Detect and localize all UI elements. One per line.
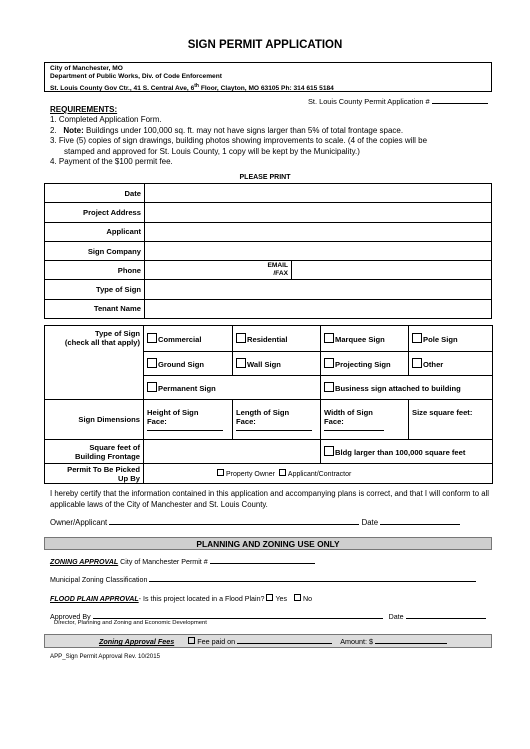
residential-checkbox[interactable] xyxy=(236,333,246,343)
property-owner-label: Property Owner xyxy=(226,471,276,478)
flood-no-checkbox[interactable] xyxy=(294,594,301,601)
county-permit-label: St. Louis County Permit Application # xyxy=(308,97,430,106)
email-fax-label: EMAIL /FAX xyxy=(267,262,288,278)
footer-revision: APP_Sign Permit Approval Rev. 10/2015 xyxy=(50,653,160,660)
certification-text: I hereby certify that the information contained in this application and accompanying plans is correct, and that I will conform to all applicable laws of the City of Manchester and St. Louis County. xyxy=(50,489,490,509)
sign-company-label: Sign Company xyxy=(45,241,145,260)
projecting-option[interactable]: Projecting Sign xyxy=(321,352,409,376)
flood-plain-label: FLOOD PLAIN APPROVAL xyxy=(50,595,139,603)
pole-checkbox[interactable] xyxy=(412,333,422,343)
requirement-3: 3. Five (5) copies of sign drawings, building photos showing improvements to scale. (4 of the copies will be stamped and approved for St. Louis County, 1 copy will be kept by the Municipality.) xyxy=(50,136,428,156)
requirements-heading: REQUIREMENTS: xyxy=(50,105,118,114)
owner-date-field[interactable] xyxy=(380,524,460,525)
pickup-options xyxy=(144,464,493,484)
city-permit-label: City of Manchester Permit # xyxy=(118,558,208,566)
business-checkbox[interactable] xyxy=(324,382,334,392)
length-field[interactable]: Length of Sign Face: xyxy=(233,400,321,440)
permanent-checkbox[interactable] xyxy=(147,382,157,392)
property-owner-checkbox[interactable] xyxy=(217,469,224,476)
project-address-field[interactable] xyxy=(145,203,492,222)
wall-option[interactable]: Wall Sign xyxy=(233,352,321,376)
frontage-label: Square feet of Building Frontage xyxy=(45,440,144,464)
amount-label: Amount: $ xyxy=(340,637,373,646)
commercial-option[interactable]: Commercial xyxy=(144,326,233,352)
applicant-field[interactable] xyxy=(145,222,492,241)
frontage-field[interactable] xyxy=(144,440,321,464)
approved-by-field[interactable] xyxy=(93,618,383,619)
size-sqft-field[interactable]: Size square feet: xyxy=(409,400,493,440)
applicant-contractor-checkbox[interactable] xyxy=(279,469,286,476)
zoning-approval-label: ZONING APPROVAL xyxy=(50,558,119,566)
approval-date-field[interactable] xyxy=(406,618,486,619)
approved-by-label: Approved By xyxy=(50,613,91,621)
tenant-name-label: Tenant Name xyxy=(45,299,145,318)
width-field[interactable]: Width of Sign Face: xyxy=(321,400,409,440)
applicant-label: Applicant xyxy=(45,222,145,241)
business-option[interactable]: Business sign attached to building xyxy=(321,376,493,400)
fee-paid-label: Fee paid on xyxy=(197,637,236,646)
email-fax-field[interactable] xyxy=(292,261,492,280)
other-checkbox[interactable] xyxy=(412,358,422,368)
address-line-1: City of Manchester, MO xyxy=(50,65,123,72)
permanent-option[interactable]: Permanent Sign xyxy=(144,376,321,400)
commercial-checkbox[interactable] xyxy=(147,333,157,343)
project-address-label: Project Address xyxy=(45,203,145,222)
owner-field[interactable] xyxy=(109,524,359,525)
flood-yes-checkbox[interactable] xyxy=(266,594,273,601)
zoning-class-row xyxy=(50,576,476,584)
residential-option[interactable]: Residential xyxy=(233,326,321,352)
agency-address-box xyxy=(44,62,492,92)
flood-no-label: No xyxy=(303,595,313,603)
fee-paid-field[interactable] xyxy=(237,643,332,644)
date-field[interactable] xyxy=(145,184,492,203)
requirements xyxy=(50,105,490,167)
pole-option[interactable]: Pole Sign xyxy=(409,326,493,352)
phone-label: Phone xyxy=(45,261,145,280)
zoning-class-field[interactable] xyxy=(149,581,476,582)
fees-label: Zoning Approval Fees xyxy=(99,637,175,646)
other-option[interactable]: Other xyxy=(409,352,493,376)
bldg-larger-option[interactable]: Bldg larger than 100,000 square feet xyxy=(321,440,493,464)
requirement-4: 4. Payment of the $100 permit fee. xyxy=(50,157,173,167)
marquee-option[interactable]: Marquee Sign xyxy=(321,326,409,352)
zoning-approval-row xyxy=(50,558,315,566)
approval-date-label: Date xyxy=(388,613,404,621)
sign-company-field[interactable] xyxy=(145,241,492,260)
amount-field[interactable] xyxy=(375,643,447,644)
owner-label: Owner/Applicant xyxy=(50,518,108,527)
county-permit-field[interactable] xyxy=(432,103,488,104)
requirement-2: 2. Note: Buildings under 100,000 sq. ft. may not have signs larger than 5% of total frontage space. xyxy=(50,125,404,135)
address-line-3: St. Louis County Gov Ctr., 41 S. Central Ave, 6th Floor, Clayton, MO 63105 Ph: 314 615 5184 xyxy=(50,82,334,92)
marquee-checkbox[interactable] xyxy=(324,333,334,343)
requirement-1: 1. Completed Application Form. xyxy=(50,115,162,125)
height-field[interactable]: Height of Sign Face: xyxy=(144,400,233,440)
projecting-checkbox[interactable] xyxy=(324,358,334,368)
sign-details-table xyxy=(44,325,493,484)
city-permit-field[interactable] xyxy=(210,563,315,564)
bldg-larger-checkbox[interactable] xyxy=(324,446,334,456)
director-caption: Director, Planning and Zoning and Economic Development xyxy=(54,620,207,626)
page-title: SIGN PERMIT APPLICATION xyxy=(187,39,343,51)
flood-question: - Is this project located in a Flood Plain? xyxy=(138,595,265,603)
tenant-name-field[interactable] xyxy=(145,299,492,318)
owner-date-label: Date xyxy=(361,518,379,527)
phone-field[interactable] xyxy=(145,261,292,280)
applicant-info-table xyxy=(44,183,492,319)
date-label: Date xyxy=(45,184,145,203)
sign-dimensions-label: Sign Dimensions xyxy=(45,400,144,440)
please-print: PLEASE PRINT xyxy=(239,174,291,181)
fee-paid-checkbox[interactable] xyxy=(188,637,195,644)
ground-checkbox[interactable] xyxy=(147,358,157,368)
type-of-sign-check-label: Type of Sign (check all that apply) xyxy=(45,326,144,400)
address-line-2: Department of Public Works, Div. of Code Enforcement xyxy=(50,73,222,81)
applicant-contractor-label: Applicant/Contractor xyxy=(287,471,352,478)
wall-checkbox[interactable] xyxy=(236,358,246,368)
flood-plain-row xyxy=(50,594,312,603)
owner-signature-row xyxy=(50,518,460,527)
planning-zoning-header: PLANNING AND ZONING USE ONLY xyxy=(44,537,492,550)
zoning-class-label: Municipal Zoning Classification xyxy=(50,576,148,584)
flood-yes-label: Yes xyxy=(275,595,288,603)
type-of-sign-label: Type of Sign xyxy=(45,280,145,299)
pickup-label: Permit To Be Picked Up By xyxy=(45,464,144,484)
ground-option[interactable]: Ground Sign xyxy=(144,352,233,376)
fees-row xyxy=(44,634,492,648)
type-of-sign-field[interactable] xyxy=(145,280,492,299)
